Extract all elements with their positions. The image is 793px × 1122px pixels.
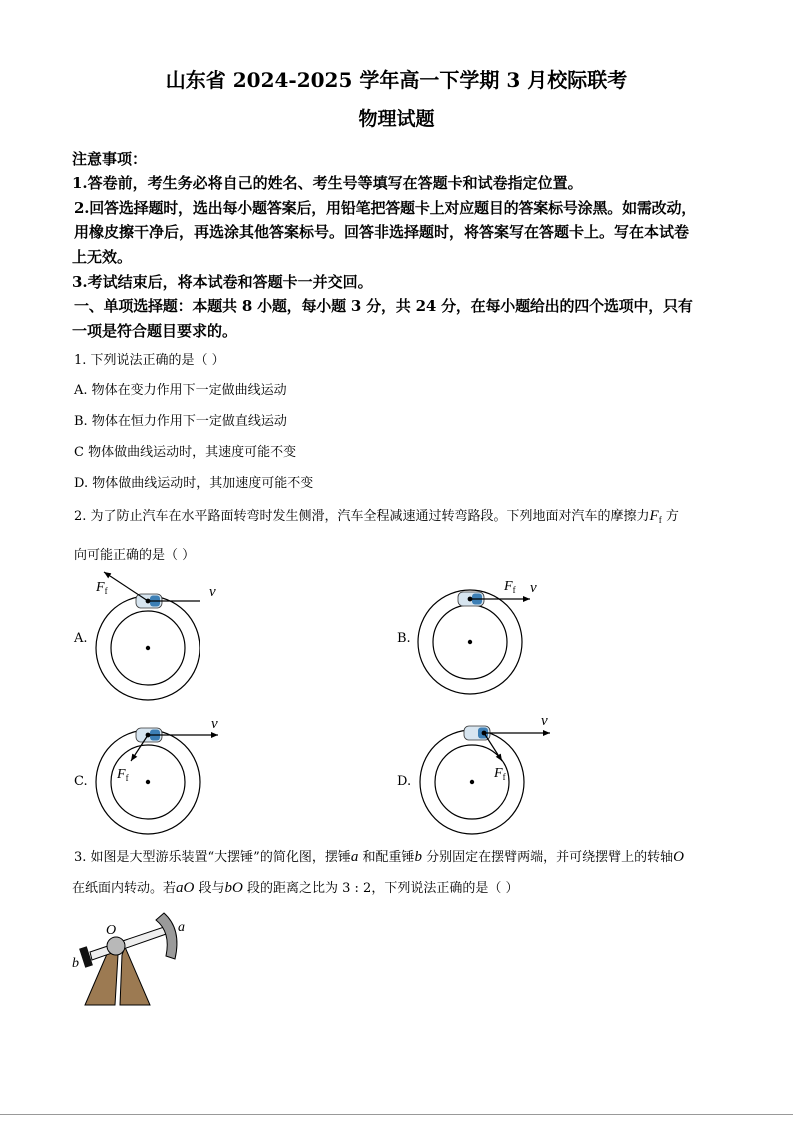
q3-stem-line2: 在纸面内转动。若aO 段与bO 段的距离之比为 3 : 2，下列说法正确的是（ ）	[72, 880, 519, 896]
notice-item-2-line3: 上无效。	[72, 248, 133, 266]
q2-option-d-label: D.	[397, 774, 412, 789]
label-b: b	[72, 956, 79, 971]
support-leg-right	[120, 947, 150, 1005]
velocity-label-b: v	[530, 580, 537, 596]
pivot-o	[107, 937, 125, 955]
section-1-heading-line1: 一、单项选择题：本题共 8 小题，每小题 3 分，共 24 分，在每小题给出的四个选项中，只有	[74, 297, 693, 315]
q2-figure-b	[412, 570, 532, 710]
q2-figure-a	[90, 570, 200, 710]
notice-item-3: 3.考试结束后，将本试卷和答题卡一并交回。	[72, 273, 373, 291]
notice-item-1: 1.答卷前，考生务必将自己的姓名、考生号等填写在答题卡和试卷指定位置。	[72, 174, 583, 192]
exam-title: 山东省 2024-2025 学年高一下学期 3 月校际联考	[165, 68, 628, 92]
q1-option-b: B. 物体在恒力作用下一定做直线运动	[74, 414, 287, 429]
q2-stem-end: 方	[665, 509, 679, 524]
q3-figure	[70, 905, 200, 1015]
friction-label: $F_f$	[494, 766, 506, 782]
q1-option-d: D. 物体做曲线运动时，其加速度可能不变	[74, 476, 314, 491]
notice-item-2-line1: 2.回答选择题时，选出每小题答案后，用铅笔把答题卡上对应题目的答案标号涂黑。如需改动，	[74, 199, 697, 217]
q3-stem-line1: 3. 如图是大型游乐装置“大摆锤”的简化图，摆锤a 和配重锤b 分别固定在摆臂两端，并可绕摆臂上的转轴O	[74, 849, 684, 865]
exam-subtitle: 物理试题	[358, 108, 435, 130]
road-track	[96, 730, 200, 834]
page-divider	[0, 1114, 793, 1115]
q2-figure-c	[90, 715, 230, 855]
velocity-label-c: v	[211, 716, 218, 732]
label-a: a	[178, 920, 185, 935]
friction-label: $F_f$	[117, 767, 129, 783]
friction-label: $F_f$	[96, 580, 108, 596]
q2-stem-line2: 向可能正确的是（ ）	[74, 548, 196, 563]
friction-symbol: $F_f$	[649, 508, 662, 525]
q1-option-c: C 物体做曲线运动时，其速度可能不变	[74, 445, 297, 460]
q2-figure-d	[414, 715, 554, 855]
q2-stem-text: 2. 为了防止汽车在水平路面转弯时发生侧滑，汽车全程减速通过转弯路段。下列地面对汽车的摩擦力	[74, 509, 650, 524]
road-track	[420, 730, 524, 834]
label-o: O	[106, 923, 117, 938]
road-track	[96, 596, 200, 700]
velocity-label-a: v	[209, 584, 216, 600]
q2-option-a-label: A.	[74, 631, 88, 646]
friction-label: $F_f$	[504, 579, 516, 595]
q2-option-b-label: B.	[397, 631, 411, 646]
q1-option-a: A. 物体在变力作用下一定做曲线运动	[74, 383, 287, 398]
notice-heading: 注意事项：	[72, 150, 148, 168]
q1-stem: 1. 下列说法正确的是（ ）	[74, 353, 225, 368]
section-1-heading-line2: 一项是符合题目要求的。	[72, 322, 238, 340]
swing-arm	[90, 925, 172, 960]
q2-option-c-label: C.	[74, 774, 88, 789]
velocity-label-d: v	[541, 713, 548, 729]
notice-item-2-line2: 用橡皮擦干净后，再选涂其他答案标号。回答非选择题时，将答案写在答题卡上。写在本试卷	[74, 223, 690, 241]
q2-stem-line1	[74, 505, 679, 525]
friction-arrow	[104, 572, 148, 601]
